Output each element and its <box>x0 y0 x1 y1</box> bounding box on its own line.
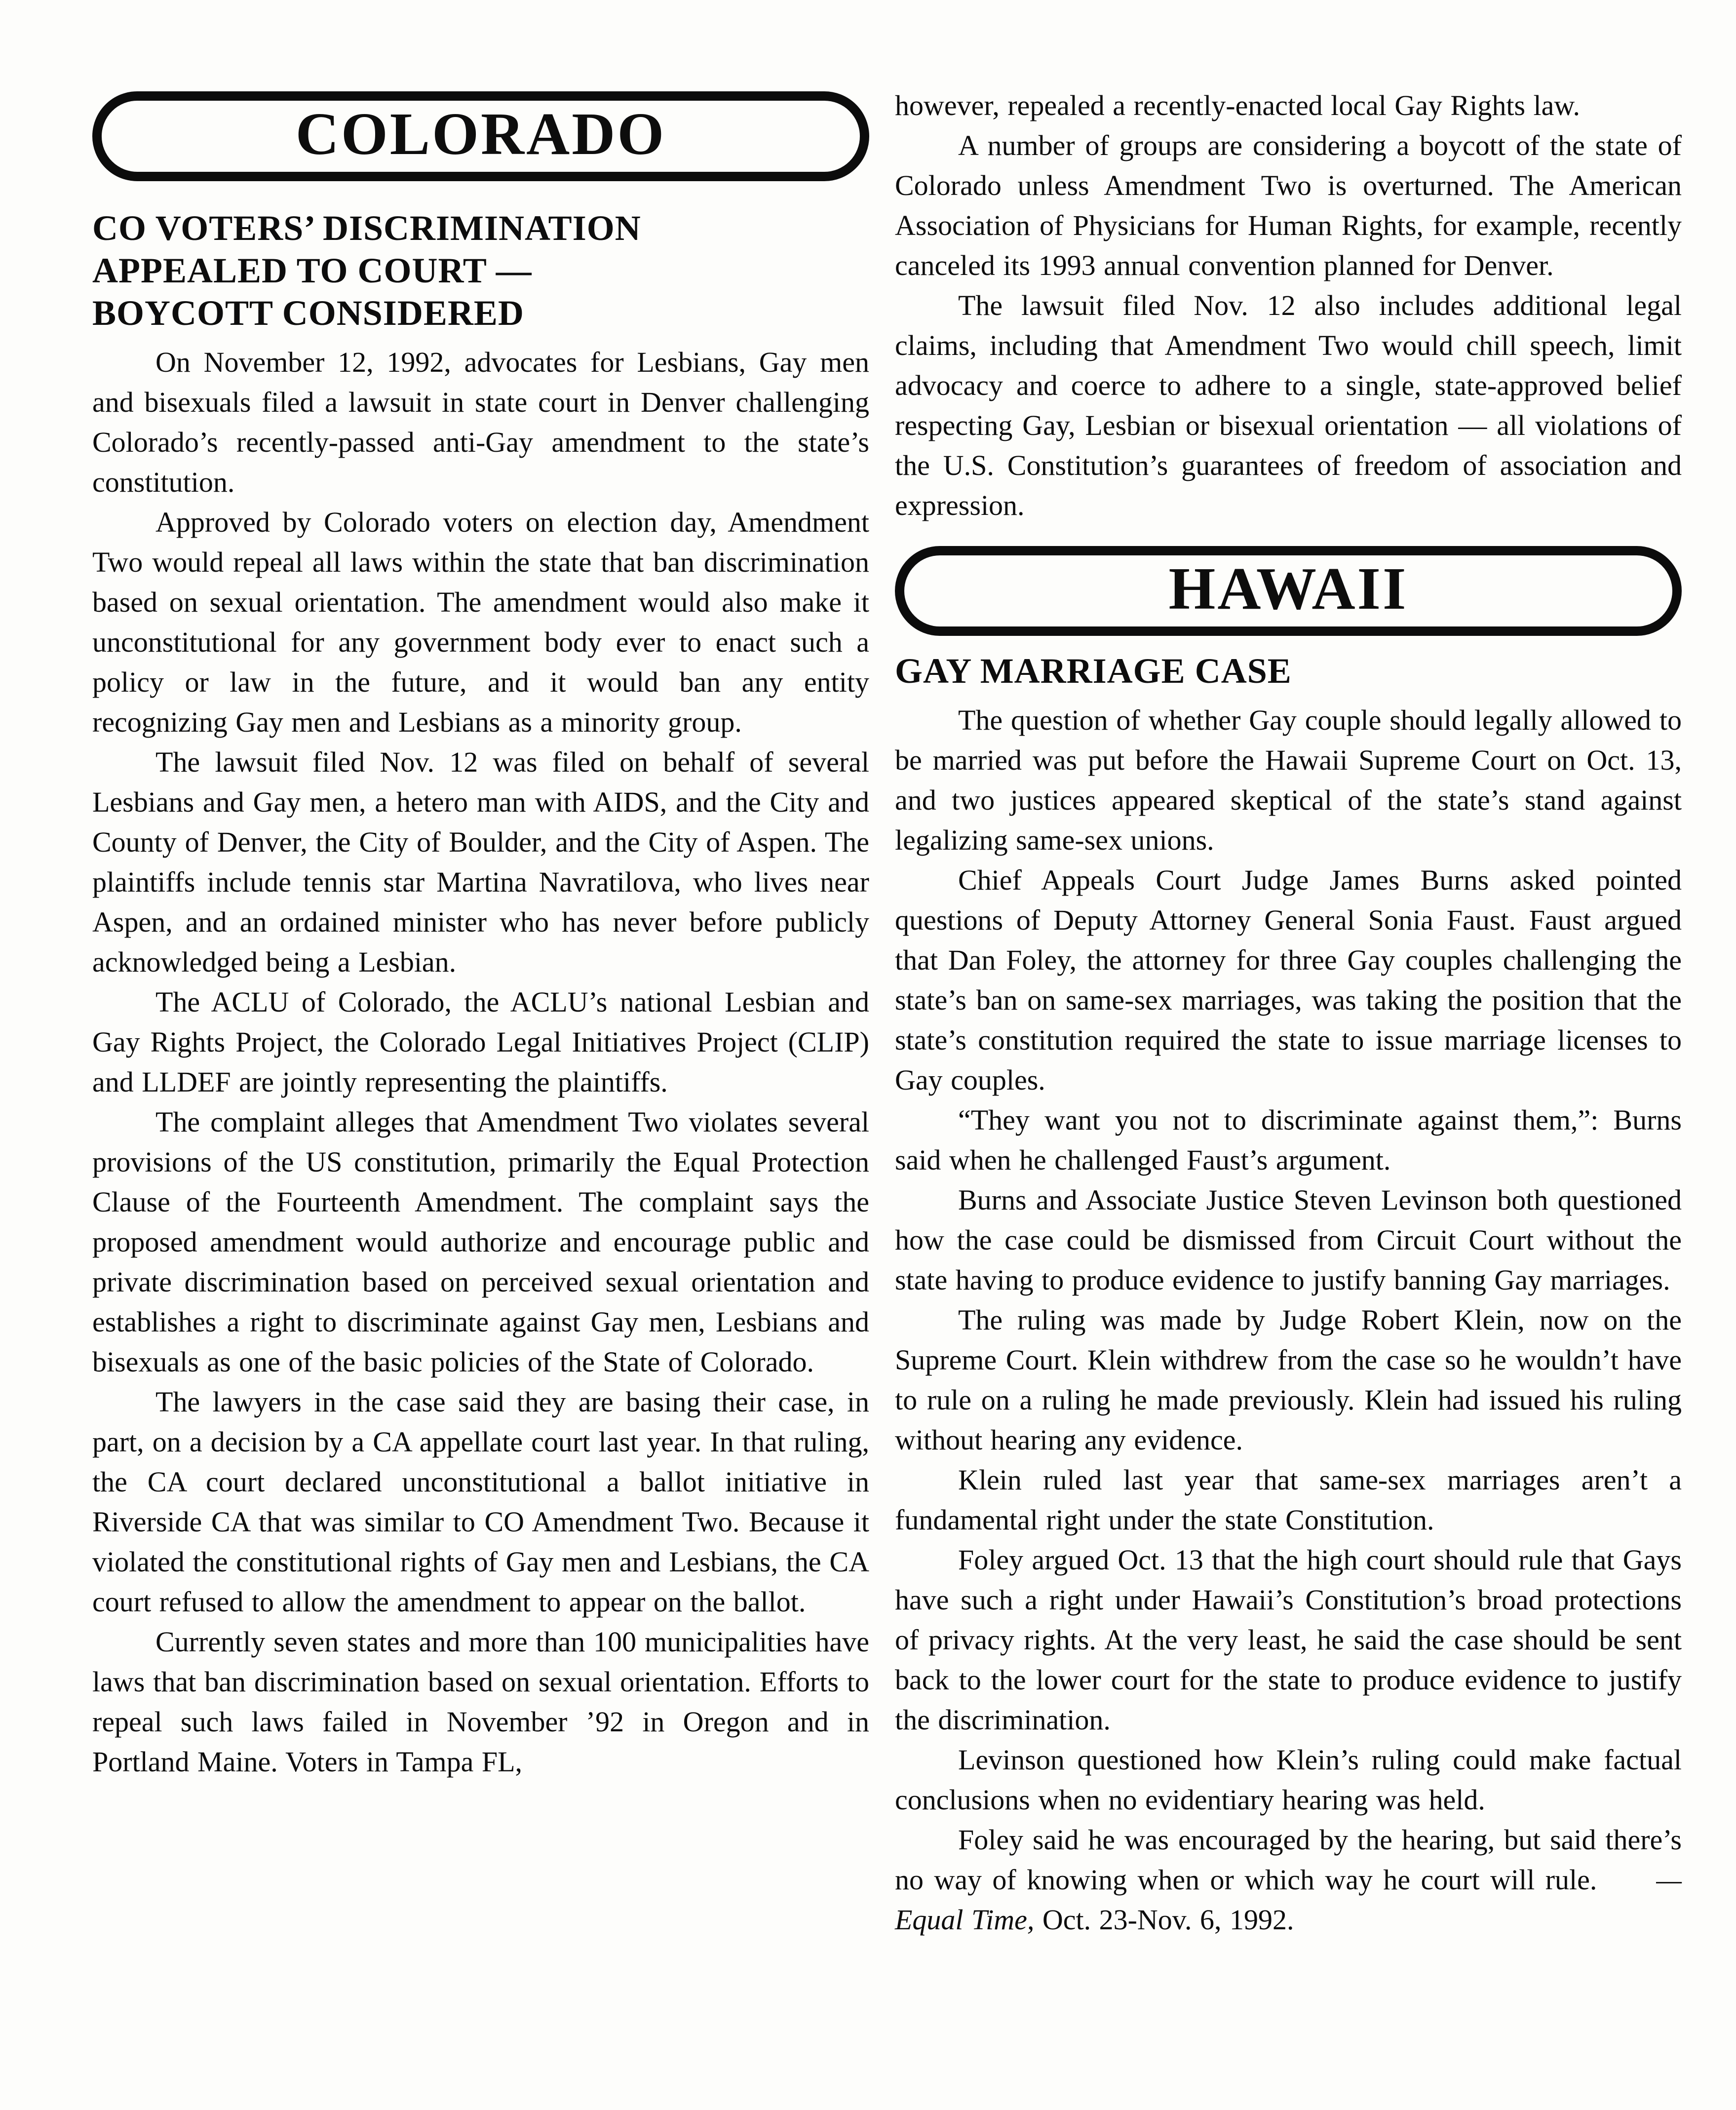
article-paragraph: The ACLU of Colorado, the ACLU’s national Lesbian and Gay Rights Project, the Colorado Legal Initiatives Project (CLIP) and LLDEF are jointly representing the plaintiffs. <box>92 986 869 1098</box>
article-paragraph: The ruling was made by Judge Robert Klein, now on the Supreme Court. Klein withdrew from the case so he wouldn’t have to rule on a ruling he made previously. Klein had issued his ruling without hearing any evidence. <box>895 1304 1682 1456</box>
hawaii-section-banner <box>895 546 1682 636</box>
colorado-article-continuation <box>895 85 1682 525</box>
article-paragraph-continuation: however, repealed a recently-enacted local Gay Rights law. <box>895 89 1580 121</box>
headline-line: GAY MARRIAGE CASE <box>895 651 1292 691</box>
article-paragraph: The question of whether Gay couple should legally allowed to be married was put before the Hawaii Supreme Court on Oct. 13, and two justices appeared skeptical of the state’s stand against legalizing same-sex unions. <box>895 704 1682 856</box>
article-paragraph: The complaint alleges that Amendment Two violates several provisions of the US constitution, primarily the Equal Protection Clause of the Fourteenth Amendment. The complaint says the proposed amendment would authorize and encourage public and private discrimination based on perceived sexual orientation and establishes a right to discriminate against Gay men, Lesbians and bisexuals as one of the basic policies of the State of Colorado. <box>92 1106 869 1378</box>
article-paragraph: Chief Appeals Court Judge James Burns asked pointed questions of Deputy Attorney General Sonia Faust. Faust argued that Dan Foley, the attorney for three Gay couples challenging the state’s ban on same-sex marriages, was taking the position that the state’s constitution required the state to issue marriage licenses to Gay couples. <box>895 864 1682 1096</box>
headline-line: APPEALED TO COURT — <box>92 251 532 290</box>
attribution-date: Oct. 23-Nov. 6, 1992. <box>1034 1904 1294 1936</box>
colorado-banner-label: COLORADO <box>295 101 666 167</box>
article-paragraph: The lawsuit filed Nov. 12 was filed on behalf of several Lesbians and Gay men, a hetero man with AIDS, and the City and County of Denver, the City of Boulder, and the City of Aspen. The plaintiffs include tennis star Martina Navratilova, who lives near Aspen, and an ordained minister who has never before publicly acknowledged being a Lesbian. <box>92 746 869 978</box>
hawaii-banner-label: HAWAII <box>1168 555 1408 622</box>
closing-text: Foley said he was encouraged by the hearing, but said there’s no way of knowing when or which way he court will rule. <box>895 1824 1682 1896</box>
article-paragraph: Foley argued Oct. 13 that the high court should rule that Gays have such a right under Hawaii’s Constitution’s broad protections of privacy rights. At the very least, he said the case should be sent back to the lower court for the state to produce evidence to justify the discrimination. <box>895 1544 1682 1736</box>
left-column <box>92 81 869 1940</box>
colorado-section-banner <box>92 91 869 181</box>
attribution-source: — Equal Time, <box>895 1864 1682 1936</box>
article-paragraph: Approved by Colorado voters on election day, Amendment Two would repeal all laws within the state that ban discrimination based on sexual orientation. The amendment would also make it unconstitutional for any government body ever to enact such a policy or law in the future, and it would ban any entity recognizing Gay men and Lesbians as a minority group. <box>92 506 869 738</box>
headline-line: BOYCOTT CONSIDERED <box>92 293 524 333</box>
colorado-article-body <box>92 342 869 1782</box>
article-paragraph: Klein ruled last year that same-sex marriages aren’t a fundamental right under the state Constitution. <box>895 1464 1682 1536</box>
article-paragraph: Currently seven states and more than 100 municipalities have laws that ban discrimination based on sexual orientation. Efforts to repeal such laws failed in November ’92 in Oregon and in Portland Maine. Voters in Tampa FL, <box>92 1626 869 1778</box>
article-paragraph: The lawsuit filed Nov. 12 also includes additional legal claims, including that Amendment Two would chill speech, limit advocacy and coerce to adhere to a single, state-approved belief respecting Gay, Lesbian or bisexual orientation — all violations of the U.S. Constitution’s guarantees of freedom of association and expression. <box>895 289 1682 521</box>
right-column <box>895 81 1682 1940</box>
colorado-article-headline <box>92 207 869 334</box>
article-paragraph: The lawyers in the case said they are basing their case, in part, on a decision by a CA appellate court last year. In that ruling, the CA court declared unconstitutional a ballot initiative in Riverside CA that was similar to CO Amendment Two. Because it violated the constitutional rights of Gay men and Lesbians, the CA court refused to allow the amendment to appear on the ballot. <box>92 1386 869 1618</box>
article-paragraph: On November 12, 1992, advocates for Lesbians, Gay men and bisexuals filed a lawsuit in state court in Denver challenging Colorado’s recently-passed anti-Gay amendment to the state’s constitution. <box>92 346 869 498</box>
article-paragraph: Burns and Associate Justice Steven Levinson both questioned how the case could be dismissed from Circuit Court without the state having to produce evidence to justify banning Gay marriages. <box>895 1184 1682 1296</box>
headline-line: CO VOTERS’ DISCRIMINATION <box>92 208 641 248</box>
hawaii-article-body <box>895 700 1682 1940</box>
article-paragraph: “They want you not to discriminate against them,”: Burns said when he challenged Faust’s argument. <box>895 1104 1682 1176</box>
closing-paragraph <box>895 1820 1682 1940</box>
article-paragraph: Levinson questioned how Klein’s ruling could make factual conclusions when no evidentiary hearing was held. <box>895 1744 1682 1816</box>
article-paragraph: A number of groups are considering a boycott of the state of Colorado unless Amendment Two is overturned. The American Association of Physicians for Human Rights, for example, recently canceled its 1993 annual convention planned for Denver. <box>895 129 1682 281</box>
hawaii-article-headline <box>895 650 1682 692</box>
